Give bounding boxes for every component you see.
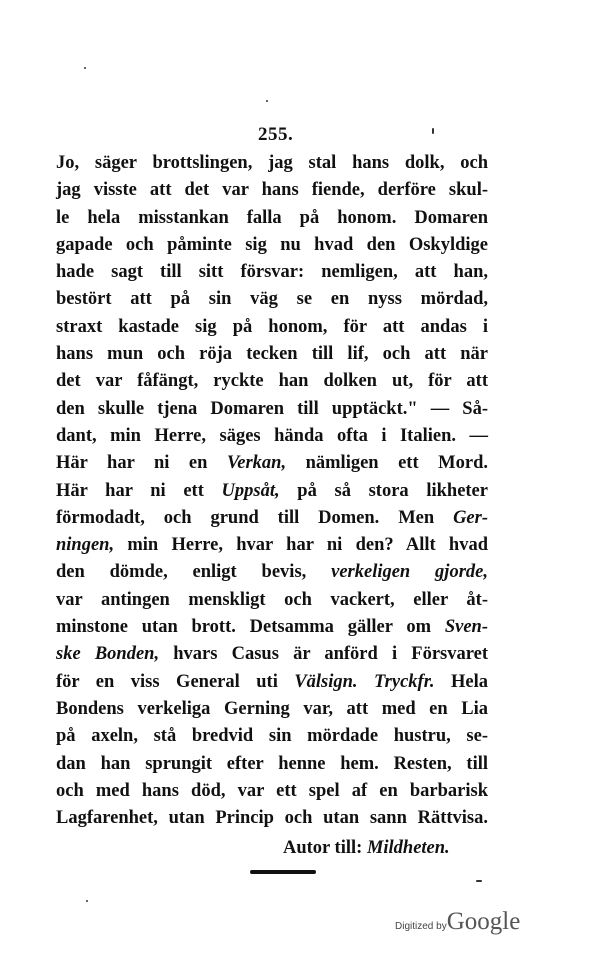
watermark-logo: Google	[446, 908, 521, 935]
text-segment: och med hans död, var ett spel af en barbarisk	[56, 780, 488, 801]
text-line	[56, 696, 488, 723]
text-segment: bestört att på sin väg se en nyss mördad,	[56, 289, 488, 310]
text-segment: minstone utan brott. Detsamma gäller om	[56, 617, 445, 638]
scan-speck	[86, 900, 88, 902]
text-line	[56, 286, 488, 313]
text-segment: var antingen menskligt och vackert, eller åt-	[56, 589, 488, 610]
text-segment: jag visste att det var hans fiende, derföre skul-	[56, 180, 488, 201]
scan-speck	[476, 880, 482, 882]
text-segment: på axeln, stå bredvid sin mördade hustru, se-	[56, 726, 488, 747]
italic-text: Verkan,	[226, 453, 287, 474]
text-line	[56, 478, 488, 505]
text-line	[56, 341, 488, 368]
italic-text: ningen,	[56, 535, 115, 556]
italic-text: Välsign. Tryckfr.	[294, 671, 435, 692]
italic-text: verkeligen gjorde,	[331, 562, 488, 583]
text-segment: Jo, säger brottslingen, jag stal hans dolk, och	[56, 153, 488, 173]
text-segment: hans mun och röja tecken till lif, och att när	[56, 344, 488, 365]
text-segment: Hela	[434, 671, 488, 692]
text-segment: det var fåfängt, ryckte han dolken ut, för att	[56, 371, 488, 392]
body-text	[56, 150, 488, 832]
text-line	[56, 423, 488, 450]
text-line	[56, 177, 488, 204]
scan-speck	[84, 67, 86, 69]
watermark-small: Digitized by	[395, 921, 447, 932]
text-segment: för en viss General uti	[56, 671, 295, 692]
signature-prefix: Autor till:	[283, 838, 367, 858]
text-segment: nämligen ett Mord.	[286, 453, 488, 474]
text-segment: Här har ni ett	[56, 480, 222, 501]
text-line	[56, 150, 488, 177]
text-line	[56, 559, 488, 586]
page-number: 255.	[258, 124, 294, 145]
text-line	[56, 532, 488, 559]
digitized-watermark	[395, 908, 520, 936]
text-segment: den skulle tjena Domaren till upptäckt." — Så-	[56, 398, 488, 419]
text-line	[56, 259, 488, 286]
text-line	[56, 450, 488, 477]
text-line	[56, 205, 488, 232]
italic-text: ske Bonden,	[56, 644, 160, 665]
text-line	[56, 669, 488, 696]
text-line	[56, 396, 488, 423]
text-segment: hade sagt till sitt försvar: nemligen, att han,	[56, 262, 488, 283]
text-line	[56, 232, 488, 259]
text-segment: på så stora likheter	[279, 480, 488, 501]
text-segment: dant, min Herre, säges hända ofta i Italien. —	[56, 425, 488, 446]
text-line	[56, 314, 488, 341]
text-segment: Bondens verkeliga Gerning var, att med en Lia	[56, 698, 488, 719]
italic-text: Sven-	[444, 617, 488, 638]
scan-speck	[432, 128, 434, 134]
text-line	[56, 751, 488, 778]
text-segment: den dömde, enligt bevis,	[56, 562, 332, 583]
text-line	[56, 505, 488, 532]
text-segment: Här har ni en	[56, 453, 227, 474]
text-line	[56, 805, 488, 832]
text-line	[56, 614, 488, 641]
author-signature	[283, 838, 450, 859]
text-segment: hvars Casus är anförd i Försvaret	[159, 644, 488, 665]
text-line	[56, 778, 488, 805]
text-line	[56, 723, 488, 750]
italic-text: Uppsåt,	[221, 480, 280, 501]
text-line	[56, 641, 488, 668]
text-segment: Lagfarenhet, utan Princip och utan sann Rättvisa.	[56, 808, 488, 829]
text-segment: min Herre, hvar har ni den? Allt hvad	[114, 535, 488, 556]
text-segment: straxt kastade sig på honom, för att andas i	[56, 316, 488, 337]
end-rule	[250, 870, 316, 874]
text-line	[56, 587, 488, 614]
text-segment: dan han sprungit efter henne hem. Resten, till	[56, 753, 488, 774]
text-segment: gapade och påminte sig nu hvad den Oskyldige	[56, 234, 488, 255]
italic-text: Ger-	[453, 507, 488, 528]
text-segment: förmodadt, och grund till Domen. Men	[56, 507, 454, 528]
signature-title: Mildheten.	[366, 838, 450, 858]
scan-speck	[266, 100, 268, 102]
text-segment: le hela misstankan falla på honom. Domaren	[56, 207, 488, 228]
text-line	[56, 368, 488, 395]
